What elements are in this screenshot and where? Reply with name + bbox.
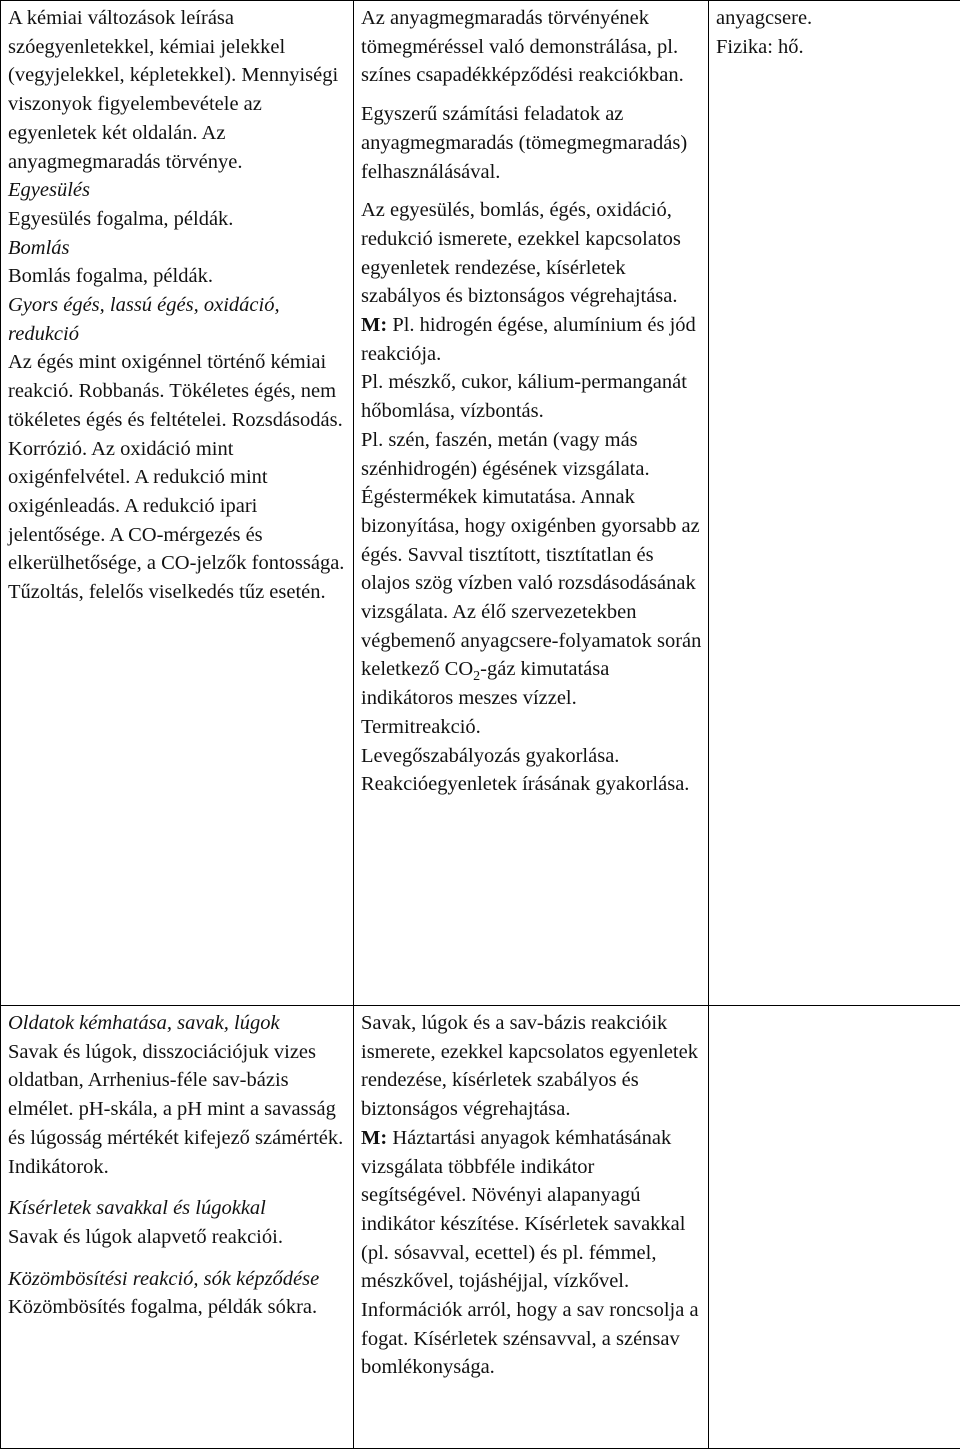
topic-body: Egyesülés fogalma, példák. — [8, 207, 234, 230]
connection-cell — [709, 1006, 960, 1449]
example-label: M: — [361, 1126, 388, 1149]
connection-text: anyagcsere. — [716, 7, 813, 29]
example-text: Pl. hidrogén égése, alumínium és jód reakciója. — [361, 314, 696, 365]
activity-paragraph: Reakcióegyenletek írásának gyakorlása. — [361, 773, 690, 796]
activity-paragraph: Levegőszabályozás gyakorlása. — [361, 744, 620, 767]
activity-paragraph — [361, 426, 702, 713]
topic-heading: Gyors égés, lassú égés, oxidáció, redukció — [8, 294, 280, 345]
topic-heading: Egyesülés — [8, 179, 90, 202]
activity-paragraph: Savak, lúgok és a sav-bázis reakcióik ismerete, ezekkel kapcsolatos egyenletek rendezése, kísérletek szabályos és biztonságos végrehajtása. — [361, 1012, 698, 1121]
table-row — [1, 1, 960, 1006]
example-paragraph — [361, 311, 702, 368]
topic-heading: Oldatok kémhatása, savak, lúgok — [8, 1012, 280, 1034]
connection-text: Fizika: hő. — [716, 35, 804, 58]
topic-cell — [1, 1006, 354, 1449]
topic-cell — [1, 1, 354, 1006]
activity-text: -gáz kimutatása indikátoros meszes vízzel. — [361, 658, 610, 710]
topic-body: Savak és lúgok, disszociációjuk vizes oldatban, Arrhenius-féle sav-bázis elmélet. pH-skála, a pH mint a savasság és lúgosság mértékét kifejező számérték. Indikátorok. — [8, 1040, 344, 1178]
activity-paragraph: Egyszerű számítási feladatok az anyagmegmaradás (tömegmegmaradás) felhasználásával. — [361, 103, 688, 183]
connection-cell — [709, 1, 960, 1006]
intro-text: A kémiai változások leírása szóegyenletekkel, kémiai jelekkel (vegyjelekkel, képletekkel). Mennyiségi viszonyok figyelembevétele az egyenletek két oldalán. Az anyagmegmaradás törvénye. — [8, 7, 339, 173]
subscript: 2 — [473, 669, 481, 685]
table-row — [1, 1006, 960, 1449]
example-text: Háztartási anyagok kémhatásának vizsgálata többféle indikátor segítségével. Növényi alapanyagú indikátor készítése. Kísérletek savakkal (pl. sósavval, ecettel) és pl. fémmel, mészkővel, tojáshéjjal, vízkővel. Információk arról, hogy a sav roncsolja a fogat. Kísérletek szénsavval, a szénsav bomlékonysága. — [361, 1126, 699, 1379]
activity-paragraph: Az anyagmegmaradás törvényének tömegméréssel való demonstrálása, pl. színes csapadékképződési reakciókban. — [361, 7, 684, 87]
topic-heading: Közömbösítési reakció, sók képződése — [8, 1267, 320, 1290]
topic-body: Az égés mint oxigénnel történő kémiai reakció. Robbanás. Tökéletes égés, nem tökéletes égés és feltételei. Rozsdásodás. Korrózió. Az oxidáció mint oxigénfelvétel. A redukció mint oxigénleadás. A redukció ipari jelentősége. A CO-mérgezés és elkerülhetősége, a CO-jelzők fontossága. Tűzoltás, felelős viselkedés tűz esetén. — [8, 351, 345, 604]
topic-body: Savak és lúgok alapvető reakciói. — [8, 1225, 283, 1248]
activity-paragraph: Az egyesülés, bomlás, égés, oxidáció, redukció ismerete, ezekkel kapcsolatos egyenletek rendezése, kísérletek szabályos és biztonságos végrehajtása. — [361, 199, 681, 308]
topic-body: Közömbösítés fogalma, példák sókra. — [8, 1296, 318, 1319]
topic-heading: Kísérletek savakkal és lúgokkal — [8, 1197, 266, 1220]
example-label: M: — [361, 314, 388, 337]
example-paragraph — [361, 1124, 702, 1382]
activity-cell — [354, 1, 709, 1006]
topic-body: Bomlás fogalma, példák. — [8, 265, 213, 288]
activity-paragraph: Termitreakció. — [361, 715, 481, 738]
activity-paragraph: Pl. mészkő, cukor, kálium-permanganát hőbomlása, vízbontás. — [361, 371, 687, 423]
topic-heading: Bomlás — [8, 236, 70, 259]
activity-text: Pl. szén, faszén, metán (vagy más szénhidrogén) égésének vizsgálata. Égéstermékek kimutatása. Annak bizonyítása, hogy oxigénben gyorsabb az égés. Savval tisztított, tisztítatlan és olajos szög vízben való rozsdásodásának vizsgálata. Az élő szervezetekben végbemenő anyagcsere-folyamatok során keletkező CO — [361, 428, 702, 681]
activity-cell — [354, 1006, 709, 1449]
